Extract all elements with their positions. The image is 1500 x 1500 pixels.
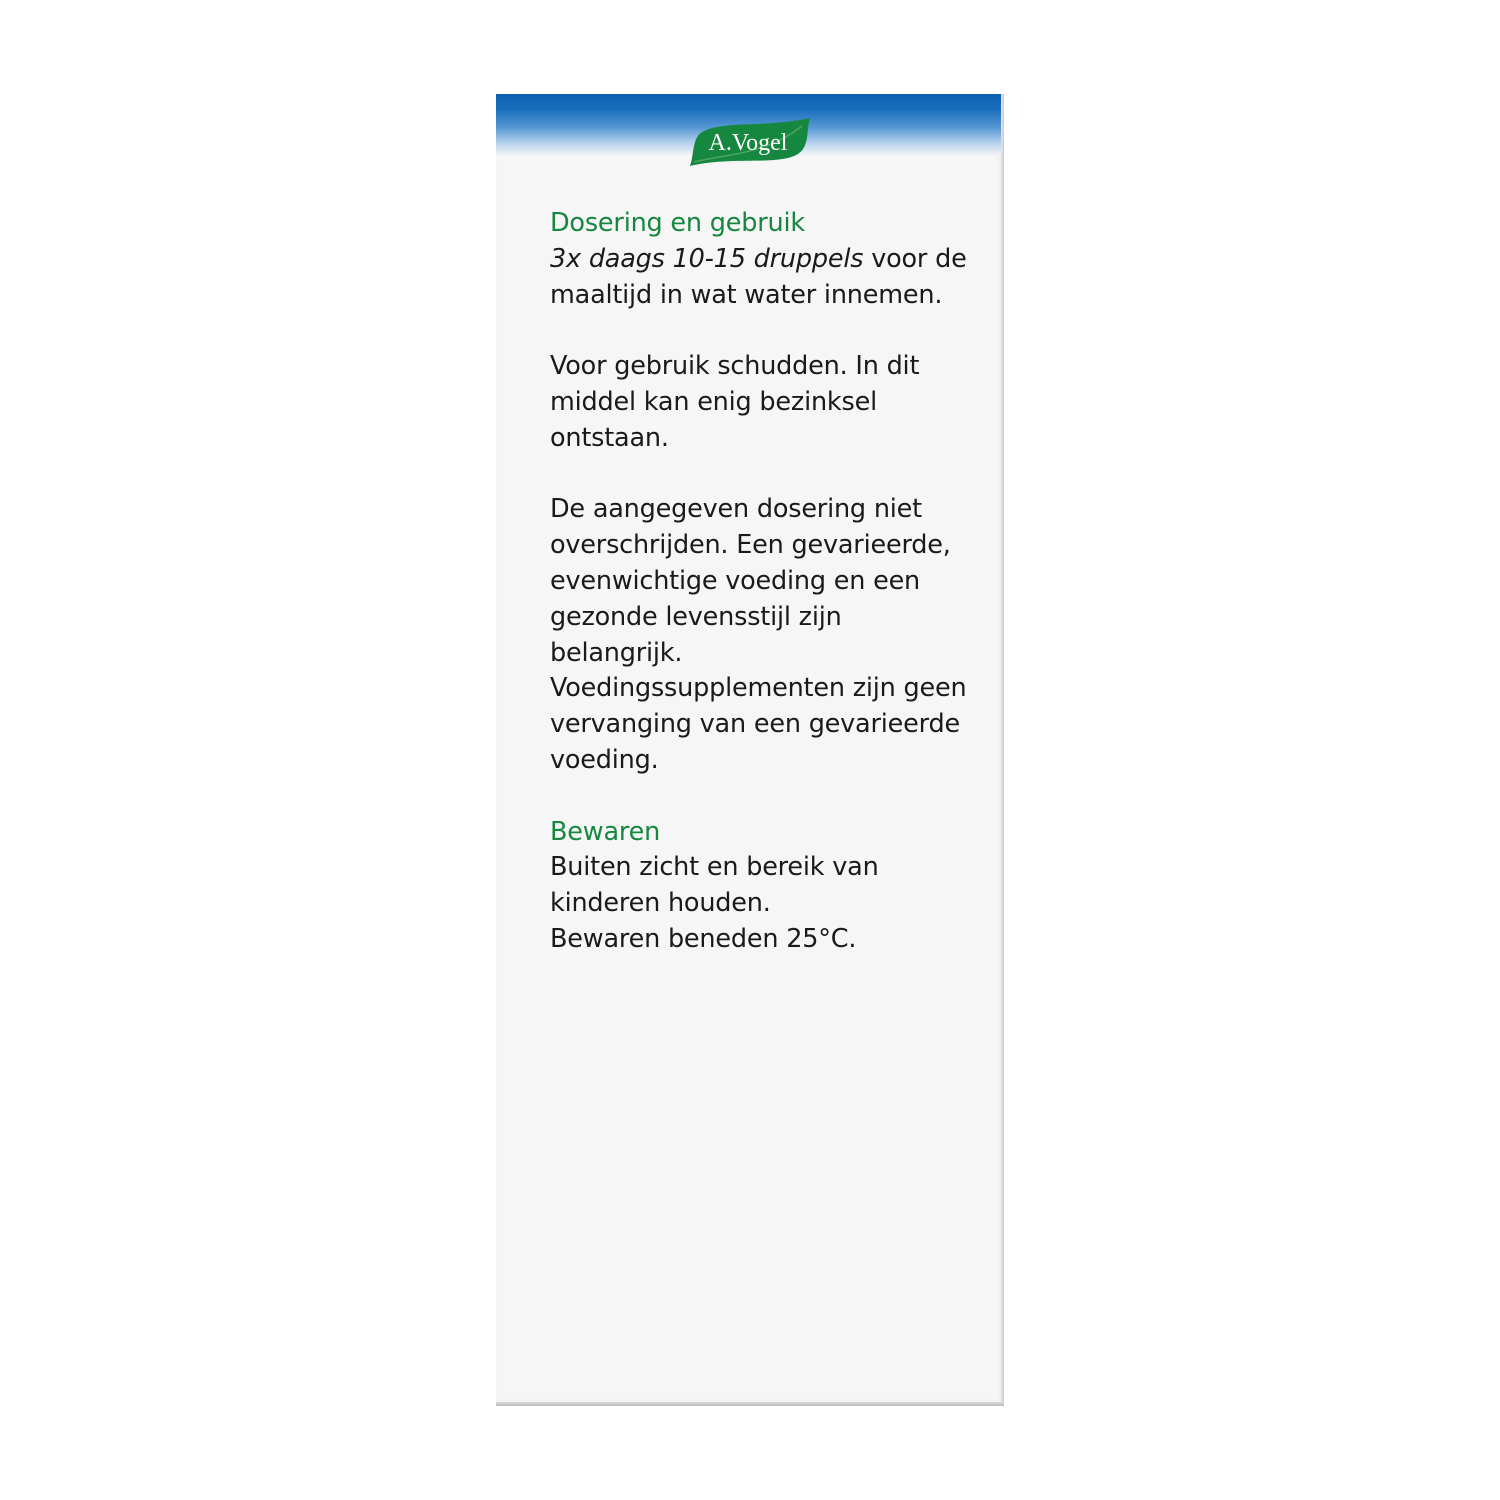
panel-bottom-edge — [496, 1402, 1004, 1406]
panel-right-edge — [1001, 94, 1004, 1406]
shake-note: Voor gebruik schudden. In dit middel kan enig bezinksel ontstaan. — [550, 351, 920, 453]
dosage-instruction — [550, 242, 970, 314]
avogel-logo — [684, 116, 816, 170]
avogel-leaf-logo-icon — [684, 116, 816, 170]
storage-heading: Bewaren — [550, 816, 661, 847]
logo-wordmark: A.Vogel — [708, 130, 788, 156]
dosage-heading: Dosering en gebruik — [550, 208, 805, 238]
package-side-panel — [496, 94, 1004, 1406]
storage-children: Buiten zicht en bereik van kinderen houden. — [550, 852, 879, 919]
dosage-timing: voor de maaltijd in wat water innemen. — [550, 243, 967, 310]
storage-temperature: Bewaren beneden 25°C. — [550, 923, 857, 954]
dosage-amount: 3x daags 10-15 druppels — [550, 243, 864, 274]
package-text — [550, 206, 970, 958]
dosage-warning: De aangegeven dosering niet overschrijden. Een gevarieerde, evenwichtige voeding en een gezonde levensstijl zijn belangrijk. Voedingssupplementen zijn geen vervanging van een gevarieerde voeding. — [550, 494, 967, 775]
